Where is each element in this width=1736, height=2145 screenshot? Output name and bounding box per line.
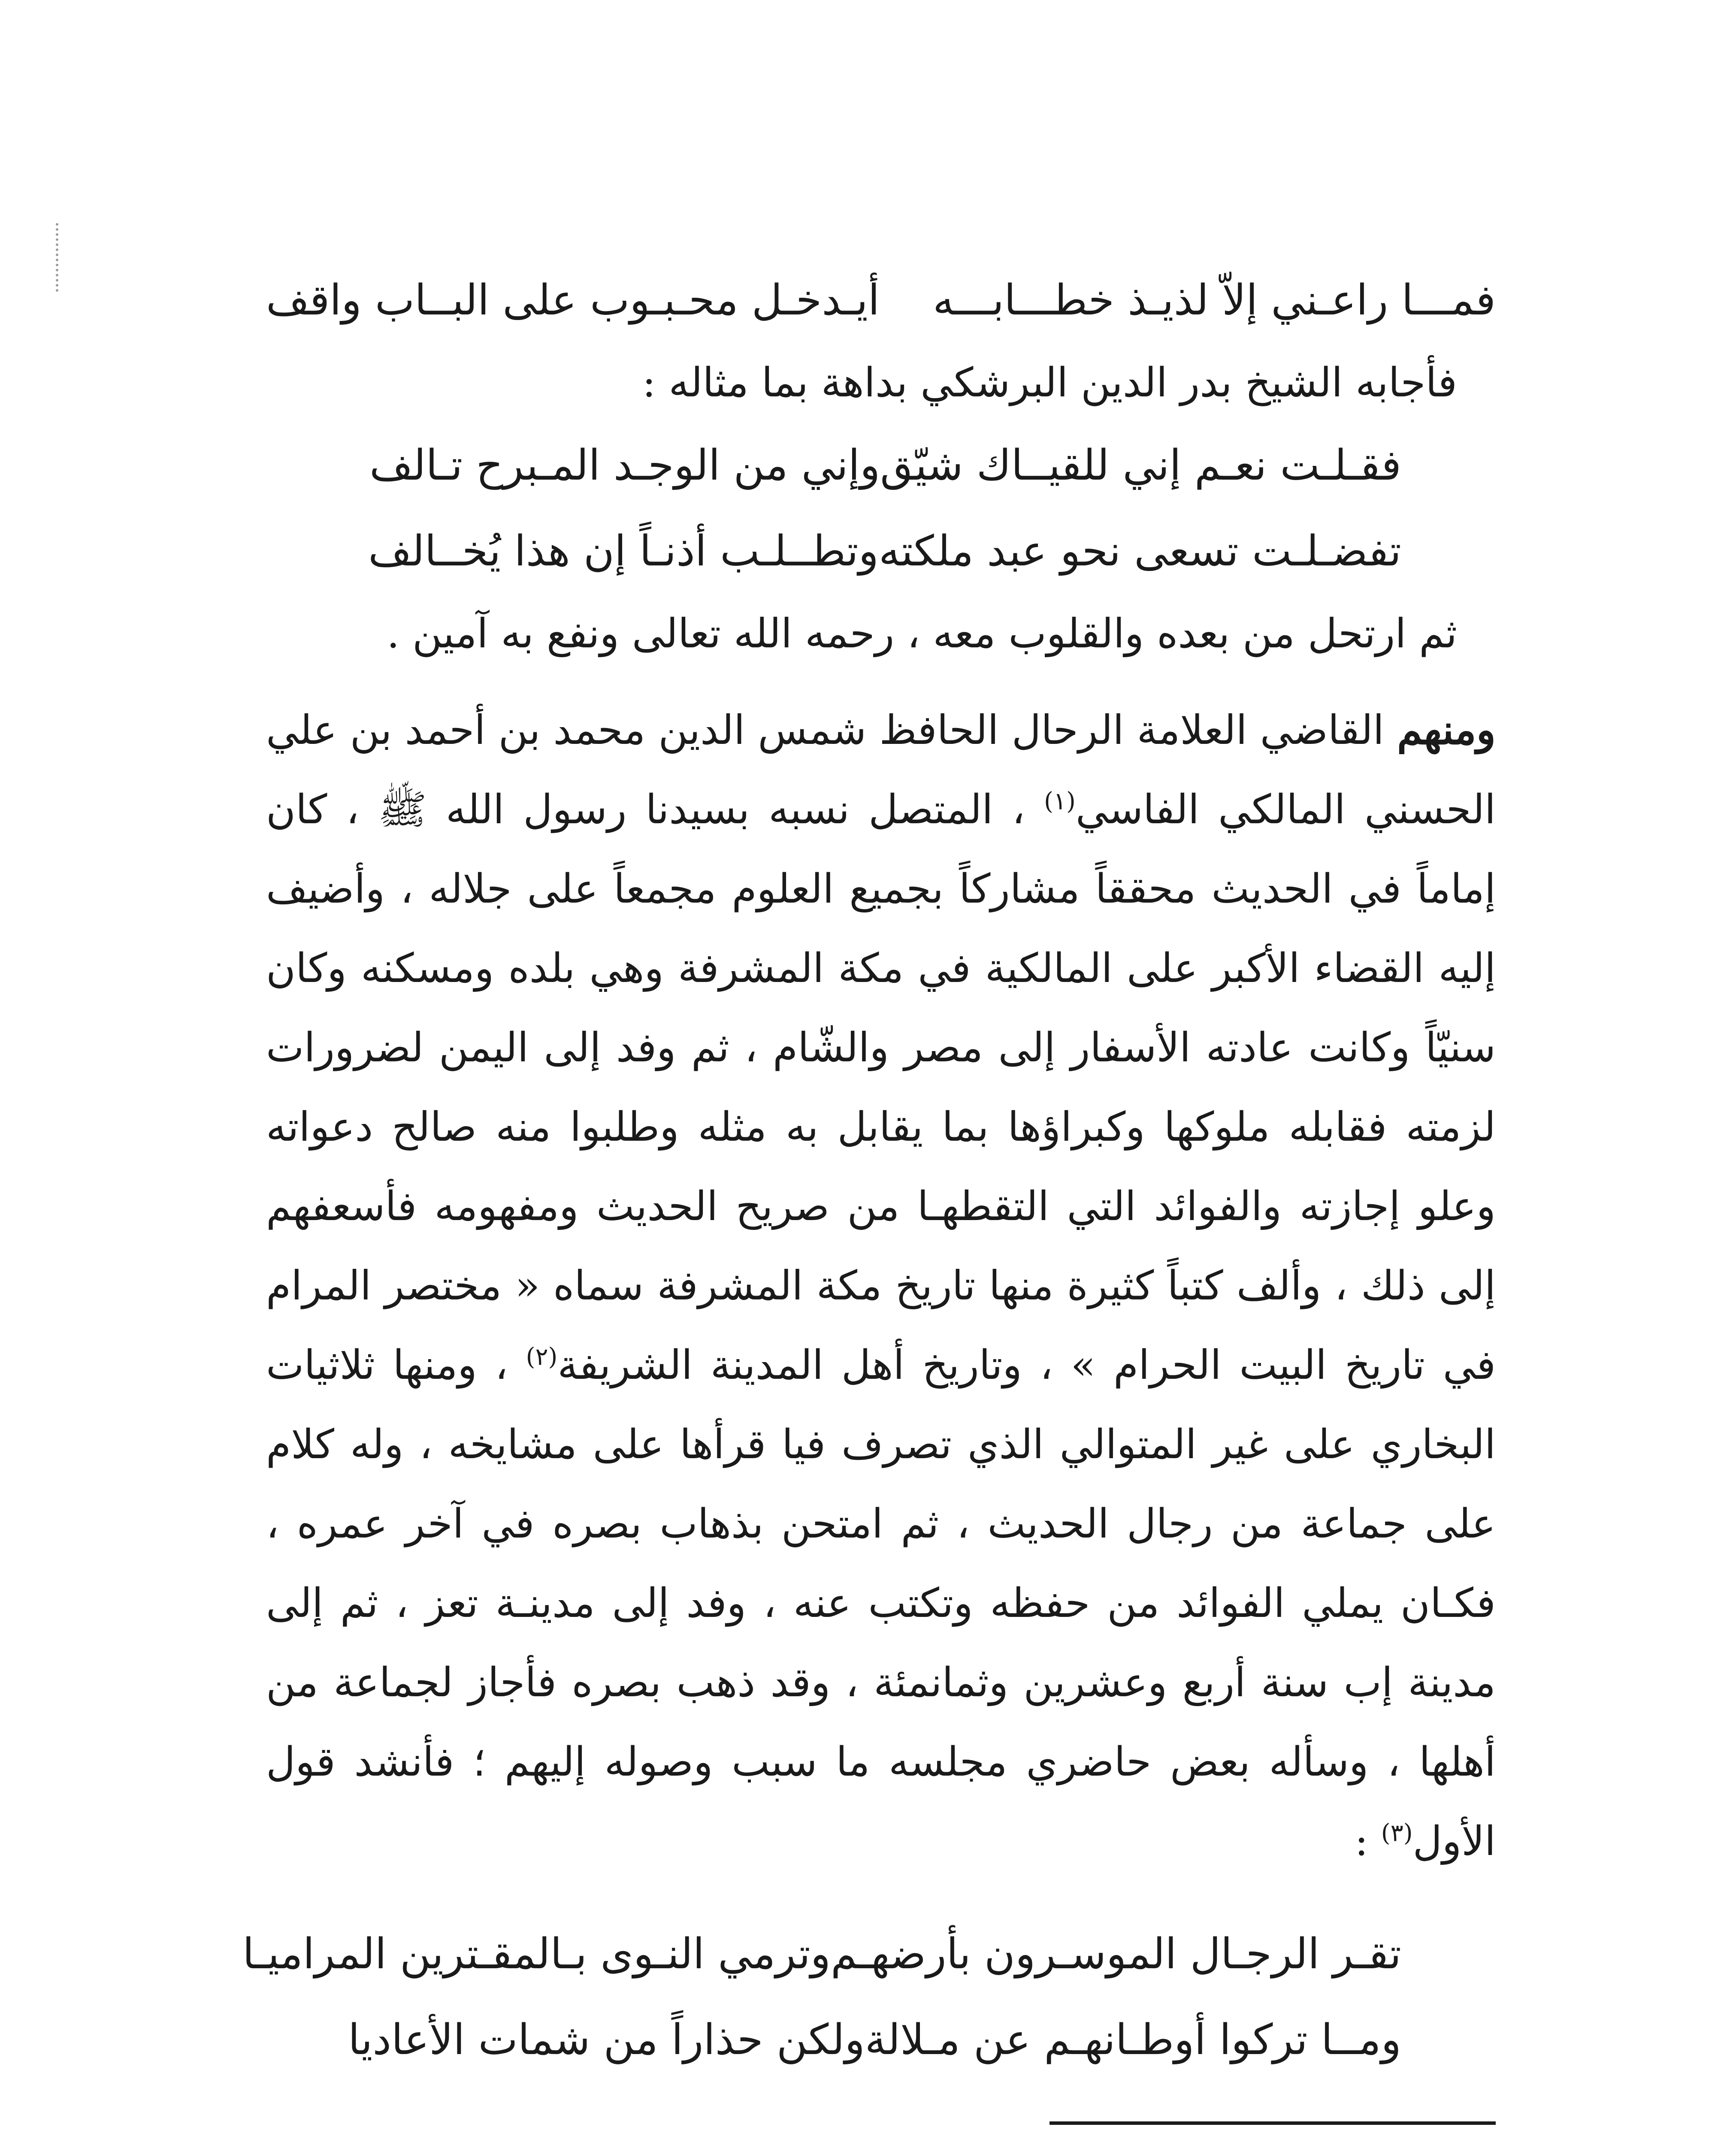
footnote-ref-1: (١) [1044, 787, 1076, 816]
verse-line-4 [242, 1911, 1401, 1997]
biography-text-d: : [1355, 1818, 1381, 1865]
verse-hemistich-left: وإني من الوجـد المـبرح تـالف [369, 441, 880, 490]
paragraph-biography [266, 691, 1496, 1881]
footnotes [266, 2142, 1496, 2145]
biography-text-b: ، المتصل نسبه بسيدنا رسول الله ﷺ ، كان إماماً في الحديث محققاً مشاركاً بجميع العلوم مجمعاً على جلاله ، وأضيف إليه القضاء الأكبر على المالكية في مكة المشرفة وهي بلده ومسكنه وكان سنيّاً وكانت عادته الأسفار إلى مصر والشّام ، ثم وفد إلى اليمن لضرورات لزمته فقابله ملوكها وكبراؤها بما يقابل به مثله وطلبوا منه صالح دعواته وعلو إجازته والفوائد التي التقطهـا من صريح الحديث ومفهومه فأسعفهم إلى ذلك ، وألف كتباً كثيرة منها تاريخ مكة المشرفة سماه « مختصر المرام في تاريخ البيت الحرام » ، وتاريخ أهل المدينة الشريفة [266, 786, 1496, 1389]
lead-word: ومنهم [1397, 707, 1496, 754]
footnote-separator [1049, 2121, 1496, 2125]
verse-line-1 [266, 257, 1496, 343]
page-content [242, 257, 1496, 2145]
footnote-text [266, 2142, 1436, 2145]
margin-dots [56, 223, 63, 292]
paragraph-departure: ثم ارتحل من بعده والقلوب معه ، رحمه الله تعالى ونفع به آمين . [387, 610, 1457, 657]
footnote-ref-2: (٢) [526, 1343, 558, 1371]
biography-text-c: ، ومنها ثلاثيات البخاري على غير المتوالي الذي تصرف فيا قرأها على مشايخه ، وله كلام على جماعة من رجال الحديث ، ثم امتحن بذهاب بصره في آخر عمره ، فكـان يملي الفوائد من حفظه وتكتب عنه ، وفد إلى مدينـة تعز ، ثم إلى مدينة إب سنة أربع وعشرين وثمانمئة ، وقد ذهب بصره فأجاز لجماعة من أهلها ، وسأله بعض حاضري مجلسه ما سبب وصوله إليهم ؛ فأنشد قول الأول [266, 1342, 1496, 1865]
footnote-number [1436, 2142, 1496, 2145]
verse-line-3 [368, 508, 1401, 594]
verse-hemistich-right: ومــا تركوا أوطـانهـم عن مـلالة [865, 2015, 1401, 2064]
verse-hemistich-left: أيـدخـل محـبـوب على البــاب واقف [266, 276, 880, 325]
verse-hemistich-left: وتطــلـب أذنـاً إن هذا يُخــالف [368, 527, 879, 576]
verse-hemistich-right: تقـر الرجـال الموسـرون بأرضهـم [831, 1930, 1401, 1979]
verse-hemistich-right: فقـلـت نعـم إني للقيــاك شيّق [880, 441, 1401, 490]
verse-line-2 [369, 423, 1401, 508]
footnote-ref-3: (٣) [1381, 1819, 1413, 1847]
verse-line-5 [348, 1997, 1401, 2083]
verse-hemistich-left: وترمي النـوى بـالمقـترين المراميـا [242, 1930, 831, 1979]
paragraph-reply-intro: فأجابه الشيخ بدر الدين البرشكي بداهة بما مثاله : [642, 360, 1457, 406]
verse-hemistich-right: تفضـلـت تسعى نحو عبد ملكته [878, 527, 1401, 576]
verse-hemistich-left: ولكن حذاراً من شمات الأعاديا [348, 2015, 865, 2064]
footnote-1 [266, 2142, 1496, 2145]
biography-text-a: القاضي العلامة الرحال الحافظ شمس الدين محمد بن أحمد بن علي الحسني المالكي الفاسي [266, 707, 1496, 833]
verse-hemistich-right: فمـــا راعـني إلاّ لذيـذ خطـــابـــه [933, 276, 1496, 325]
